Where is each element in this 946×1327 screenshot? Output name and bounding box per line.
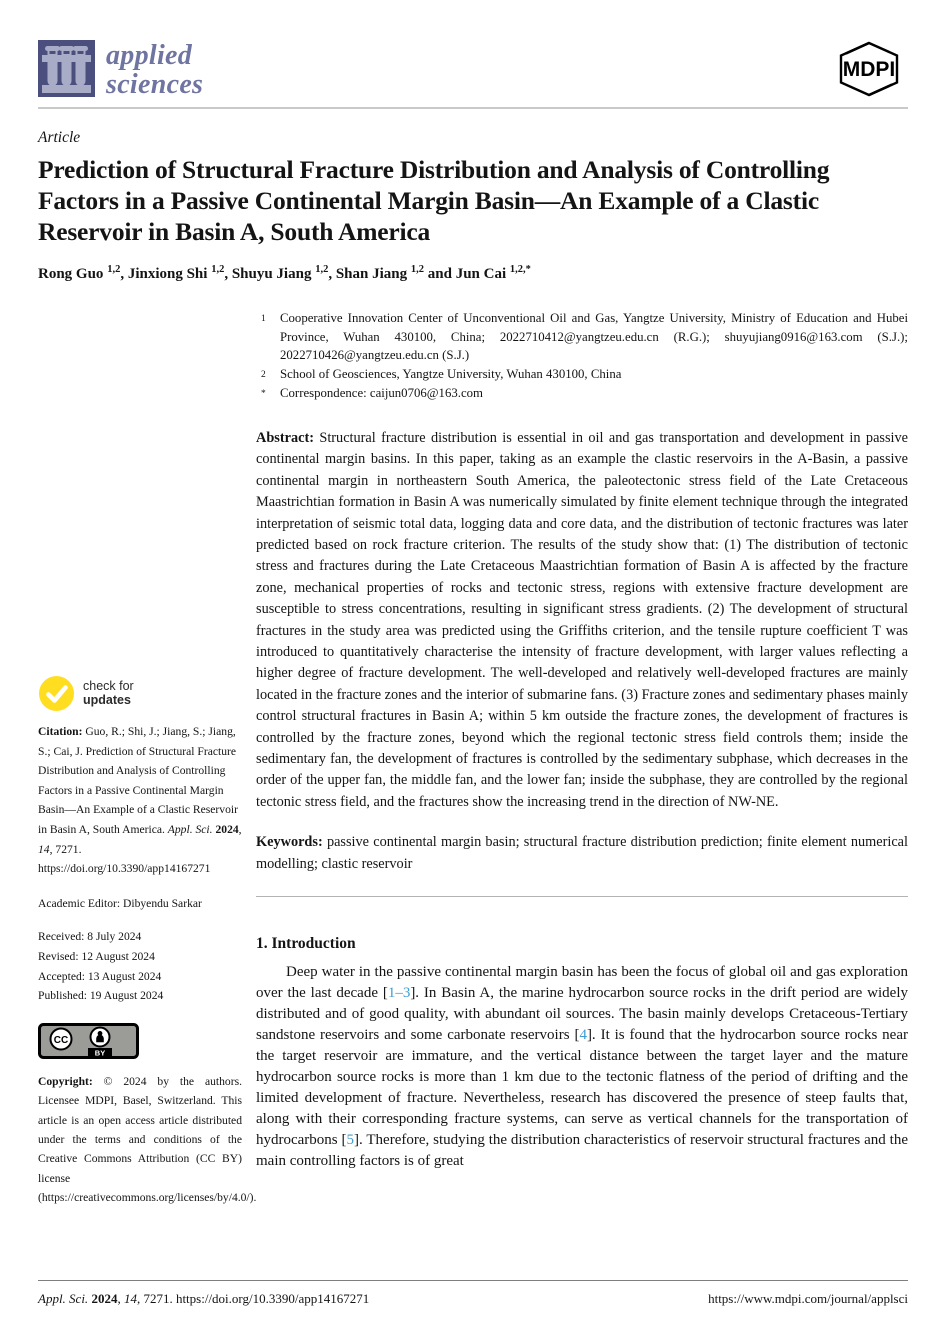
- affiliation-marker: 2: [261, 369, 266, 380]
- copyright-block: [38, 1072, 257, 1208]
- citation-year: 2024: [215, 822, 239, 836]
- applied-sciences-logo-icon: [38, 40, 95, 97]
- affiliation-text: School of Geosciences, Yangtze University, Wuhan 430100, China: [280, 366, 622, 381]
- footer-journal-url[interactable]: https://www.mdpi.com/journal/applsci: [708, 1291, 908, 1306]
- left-sidebar: [38, 309, 257, 1208]
- page-title: Prediction of Structural Fracture Distribution and Analysis of Controlling Factors in a Passive Continental Margin Basin—An Example of a Clastic Reservoir in Basin A, South America: [38, 155, 830, 246]
- mdpi-logo[interactable]: [830, 40, 908, 98]
- journal-name-line2: sciences: [106, 69, 204, 100]
- academic-editor: Academic Editor: Dibyendu Sarkar: [38, 896, 202, 910]
- reference-link[interactable]: 1–3: [387, 985, 411, 1002]
- citation-label: Citation:: [38, 725, 83, 738]
- citation-doi-link[interactable]: , 7271. https://doi.org/10.3390/app14167271: [38, 842, 211, 876]
- abstract-block: [256, 428, 908, 813]
- cc-icon: CC: [53, 1034, 69, 1046]
- footer: [38, 1280, 908, 1307]
- citation-block: [38, 722, 242, 879]
- citation-journal: Appl. Sci.: [167, 822, 213, 836]
- section-heading: 1. Introduction: [256, 935, 356, 953]
- affiliation-text: Cooperative Innovation Center of Unconventional Oil and Gas, Yangtze University, Ministry of Education and Hubei Province, Wuhan 430100, China; 2022710412@yangtzeu.edu.cn (R.G.); shuyujiang0916@163.com (S.J.); 2022710426@yangtzeu.edu.cn (S.J.): [280, 311, 908, 363]
- affiliation-marker: 1: [261, 314, 266, 324]
- main-columns: [38, 309, 908, 1208]
- article-body-column: [256, 309, 908, 1208]
- paragraph-text: ]. It is found that the hydrocarbon source rocks near the target reservoir are immature, and the vertical distance between the target layer and the mature hydrocarbon source rocks is more than 1 km due to the tectonic flatness of the period of drifting and the limited development of fracture. Nevertheless, research has discovered the presence of steep faults that, along with their corresponding fracture systems, can serve as vertical channels for the transportation of hydrocarbons [: [256, 1027, 908, 1149]
- cc-by-license-badge[interactable]: [38, 1023, 139, 1059]
- check-for-updates-icon: [38, 675, 75, 712]
- keywords-label: Keywords:: [256, 834, 323, 851]
- dates-block: [38, 927, 242, 1005]
- mdpi-wordmark: MDPI: [842, 58, 896, 81]
- header: [38, 0, 908, 99]
- citation-text: Guo, R.; Shi, J.; Jiang, S.; Jiang, S.; Cai, J. Prediction of Structural Fracture Distribution and Analysis of Controlling Factors in a Passive Continental Margin Basin—An Example of a Clastic Reservoir in Basin A, South America.: [38, 725, 238, 836]
- header-divider: [38, 107, 908, 109]
- reference-link[interactable]: 4: [579, 1027, 587, 1044]
- affiliation-marker: *: [261, 389, 266, 400]
- footer-row: [38, 1291, 908, 1307]
- author-affiliation-sup: 1,2: [315, 264, 329, 275]
- footer-doi-link[interactable]: , 7271. https://doi.org/10.3390/app14167271: [136, 1291, 370, 1306]
- keywords-text: passive continental margin basin; structural fracture distribution prediction; finite element numerical modelling; clastic reservoir: [256, 834, 908, 872]
- paragraph-text: Deep water in the passive continental margin basin has been the focus of global oil and gas exploration over the last decade [: [256, 964, 908, 1002]
- reference-link[interactable]: 5: [346, 1132, 355, 1149]
- journal-name: [106, 40, 203, 99]
- section-divider: [256, 896, 908, 897]
- copyright-text: © 2024 by the authors. Licensee MDPI, Basel, Switzerland. This article is an open access article distributed under the terms and conditions of the Creative Commons Attribution (CC BY) license (https://creativecommons.org/licenses/by/4.0/).: [38, 1074, 257, 1205]
- correspondence-text: Correspondence: caijun0706@163.com: [280, 386, 483, 401]
- affiliation-row: [256, 365, 908, 385]
- footer-separator: ,: [117, 1291, 124, 1306]
- citation-volume: 14: [38, 842, 50, 856]
- author-affiliation-sup: 1,2: [107, 264, 121, 275]
- check-for-updates-line1: check for: [83, 679, 134, 693]
- affiliations-block: [256, 309, 908, 404]
- author-affiliation-sup: 1,2: [410, 264, 424, 275]
- paragraph-text: ]. Therefore, studying the distribution characteristics of reservoir structural fractures and the main controlling factors is of great: [256, 1132, 909, 1170]
- footer-journal: Appl. Sci.: [38, 1291, 89, 1306]
- citation-separator: ,: [238, 822, 242, 836]
- abstract-text: Structural fracture distribution is essential in oil and gas transportation and development in passive continental margin basins. In this paper, taking as an example the clastic reservoirs in the A-Basin, a passive continental margin in northeastern South America, the paleotectonic stress field of the Late Cretaceous Maastrichtian formation in Basin A was numerically simulated by finite element technique through the integrated interpretation of seismic total data, logging data and core data, and the distribution of tectonic fractures was later predicted based on rock fracture criterion. The results of the study show that: (1) The distribution of tectonic stress and fractures during the Late Cretaceous Maastrichtian formation of Basin A is affected by the fracture zone, mechanical properties of rocks and tectonic stress, regions with extensive fracture development are susceptible to stress concentrations, resulting in significant stress gradients. (2) The development of structural fractures in the study area was predicted using the Griffiths criterion, and the tensile rupture coefficient T was introduced to quantitatively characterise the intensity of fracture development, with larger values reflecting a higher degree of fracture development. The well-developed and relatively well-developed fractures are mainly located in the fracture zones and the interior of submarine fans. (3) Fracture zones and sedimentary phases mainly control structural fractures in Basin A; within 5 km outside the fracture zones, the development of fractures is controlled by the fracture zones, beyond which the regional tectonic stress field controls them; inside the sedimentary fan, the development of fractures is controlled by the sedimentary subphase, which decreases in the order of the upper fan, the middle fan, and the lower fan; inside the subphase, they are controlled by the regional tectonic stress field, and the fractures show the increasing trend in the direction of NW-NE.: [256, 429, 909, 810]
- published-date: Published: 19 August 2024: [38, 989, 164, 1003]
- article-type-label: Article: [38, 129, 81, 146]
- affiliation-row: [256, 384, 908, 404]
- abstract-label: Abstract:: [256, 429, 314, 446]
- keywords-block: [256, 832, 908, 875]
- accepted-date: Accepted: 13 August 2024: [38, 969, 162, 983]
- check-for-updates-badge[interactable]: [38, 675, 134, 712]
- journal-logo[interactable]: [38, 40, 203, 99]
- footer-volume: 14: [123, 1291, 137, 1306]
- check-for-updates-line2: updates: [83, 692, 131, 707]
- revised-date: Revised: 12 August 2024: [38, 949, 155, 963]
- author-affiliation-sup: 1,2: [211, 264, 225, 275]
- footer-citation: [38, 1291, 369, 1307]
- by-label: BY: [94, 1048, 106, 1058]
- affiliation-row: [256, 309, 908, 365]
- footer-divider: [38, 1280, 908, 1281]
- authors-line: Rong Guo $^{1,2}$, Jinxiong Shi $^{1,2}$, Shuyu Jiang $^{1,2}$, Shan Jiang $^{1,2}$ and Jun Cai $^{1,2,*}$: [38, 264, 531, 282]
- check-for-updates-label: [83, 680, 134, 707]
- copyright-label: Copyright:: [38, 1074, 93, 1088]
- paragraph-text: ]. In Basin A, the marine hydrocarbon source rocks in the drift period are widely distributed and of good quality, with abundant oil sources. The basin mainly develops Cretaceous-Tertiary sandstone reservoirs and some carbonate reservoirs [: [256, 985, 908, 1044]
- footer-year: 2024: [91, 1291, 118, 1306]
- journal-name-line1: applied: [106, 40, 193, 71]
- intro-paragraph: [256, 962, 908, 1172]
- author-affiliation-sup: 1,2,*: [509, 264, 531, 275]
- received-date: Received: 8 July 2024: [38, 930, 142, 944]
